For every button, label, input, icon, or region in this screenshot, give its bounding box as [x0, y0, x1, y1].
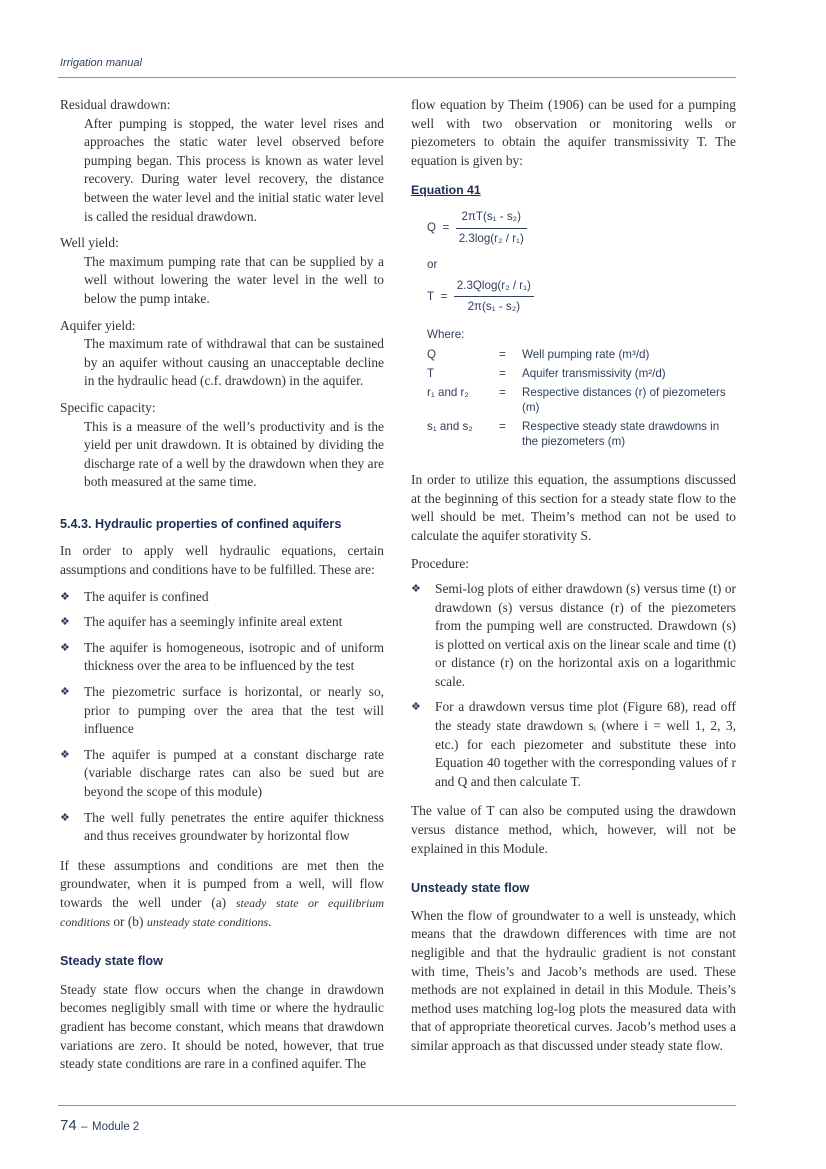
equation-title: Equation 41	[411, 183, 481, 198]
footer-rule	[58, 1105, 736, 1106]
diamond-bullet-icon: ❖	[60, 590, 70, 603]
definition-aquifer-yield: The maximum rate of withdrawal that can be sustained by an aquifer without causing an unacceptable decline in the hydraulic head (c.f. drawdown) in the aquifer.	[84, 336, 384, 389]
section-heading: 5.4.3. Hydraulic properties of confined aquifers	[60, 516, 342, 531]
left-column	[60, 96, 384, 1074]
module-label: Module 2	[92, 1121, 140, 1133]
footer-separator: –	[81, 1121, 88, 1133]
steady-state-heading: Steady state flow	[60, 954, 163, 969]
unsteady-state-paragraph: When the flow of groundwater to a well is unsteady, which means that the drawdown differences with time are not negligible and that the hydraulic gradient is not constant with time, Theis’s and Jacob’s methods are used. These methods are not explained in detail in this Module. Theis’s method uses matching log-log plots the measured data with that of appropriate theoretical curves. Jacob’s method uses a similar approach as that discussed under steady state flow.	[411, 907, 736, 1053]
header-rule	[58, 77, 736, 78]
where-table	[427, 327, 736, 449]
diamond-bullet-icon: ❖	[60, 641, 70, 654]
list-item: ❖ For a drawdown versus time plot (Figure 68), read off the steady state drawdown sᵢ (where i = well 1, 2, 3, etc.) for each piezometer and substitute these into Equation 40 together with the corresponding values of r and Q and then calculate T.	[411, 699, 736, 789]
term-residual-drawdown: Residual drawdown:	[60, 97, 171, 112]
list-item: ❖ Semi-log plots of either drawdown (s) versus time (t) or drawdown (s) versus distance (r) of the piezometers from the pumping well are constructed. Drawdown (s) is plotted on vertical axis on the linear scale and time (t) or distance (r) on the horizontal axis on a logarithmic scale.	[411, 580, 736, 689]
equation-q: Q = $\frac{\text{2πT(s₁ - s₂)}}{\text{2.3log(r₂ / r₁)}}$	[427, 208, 736, 248]
list-item: ❖ The aquifer is pumped at a constant discharge rate (variable discharge rates can also be sued but are beyond the scope of this module)	[60, 746, 384, 799]
term-specific-capacity: Specific capacity:	[60, 399, 156, 415]
utilize-paragraph: In order to utilize this equation, the assumptions discussed at the beginning of this section for a steady state flow to the well should be met. Theim’s method can not be used to calculate the aquifer storativity S.	[411, 471, 736, 543]
intro-paragraph: In order to apply well hydraulic equations, certain assumptions and conditions have to be fulfilled. These are:	[60, 543, 384, 578]
list-item: ❖ The well fully penetrates the entire aquifer thickness and thus receives groundwater by horizontal flow	[60, 809, 384, 844]
diamond-bullet-icon: ❖	[60, 686, 70, 699]
equation-t: T = $\frac{\text{2.3Qlog(r₂ / r₁)}}{\text{2π(s₁ - s₂)}}$	[427, 277, 736, 317]
steady-state-paragraph: Steady state flow occurs when the change in drawdown becomes negligibly small with time or where the hydraulic gradient has become constant, which means that drawdown variations are zero. It should be noted, however, that true steady state conditions are rare in a confined aquifer. The	[60, 981, 384, 1072]
list-item: ❖ The aquifer is confined	[60, 588, 384, 607]
table-row: r₁ and r₂ = Respective distances (r) of piezometers (m)	[427, 385, 726, 414]
definition-well-yield: The maximum pumping rate that can be supplied by a well without lowering the water level in the well to below the pump intake.	[84, 253, 384, 306]
list-item: ❖ The aquifer is homogeneous, isotropic and of uniform thickness over the area to be influenced by the test	[60, 639, 384, 674]
table-row: s₁ and s₂ = Respective steady state drawdowns in the piezometers (m)	[427, 419, 720, 448]
running-header: Irrigation manual	[60, 57, 142, 69]
diamond-bullet-icon: ❖	[411, 701, 421, 714]
diamond-bullet-icon: ❖	[60, 748, 70, 761]
table-row: Q = Well pumping rate (m³/d)	[427, 347, 650, 361]
list-item: ❖ The piezometric surface is horizontal, or nearly so, prior to pumping over the area that the test will influence	[60, 684, 384, 737]
where-label: Where:	[427, 327, 465, 341]
diamond-bullet-icon: ❖	[411, 582, 421, 595]
procedure-label: Procedure:	[411, 556, 470, 572]
theim-paragraph: flow equation by Theim (1906) can be used for a pumping well with two observation or monitoring wells or piezometers to obtain the aquifer transmissivity T. The equation is given by:	[411, 97, 736, 168]
diamond-bullet-icon: ❖	[60, 811, 70, 824]
table-row: T = Aquifer transmissivity (m²/d)	[427, 366, 666, 380]
diamond-bullet-icon: ❖	[60, 616, 70, 629]
term-well-yield: Well yield:	[60, 235, 119, 251]
page-footer	[60, 1117, 139, 1135]
unsteady-state-heading: Unsteady state flow	[411, 881, 530, 896]
definition-specific-capacity: This is a measure of the well’s productivity and is the yield per unit drawdown. It is obtained by dividing the discharge rate of a well by the drawdown when they are both measured at the same time.	[84, 418, 384, 490]
procedure-list	[411, 580, 736, 792]
conditions-paragraph: If these assumptions and conditions are met then the groundwater, when it is pumped from a well, will flow towards the well under (a) steady state or equilibrium conditions or (b) unsteady state conditions.	[60, 857, 384, 929]
assumptions-list	[60, 588, 384, 846]
value-paragraph: The value of T can also be computed using the drawdown versus distance method, which, however, will not be explained in this Module.	[411, 803, 736, 856]
page-number: 74	[60, 1117, 77, 1134]
list-item: ❖ The aquifer has a seemingly infinite areal extent	[60, 613, 384, 632]
definition-residual-drawdown: After pumping is stopped, the water level rises and approaches the static water level observed before pumping began. This process is known as water level recovery. During water level recovery, the distance between the water level and the initial static water level is called the residual drawdown.	[84, 115, 384, 224]
term-aquifer-yield: Aquifer yield:	[60, 317, 136, 333]
or-label: or	[427, 258, 438, 272]
right-column	[411, 96, 736, 1056]
